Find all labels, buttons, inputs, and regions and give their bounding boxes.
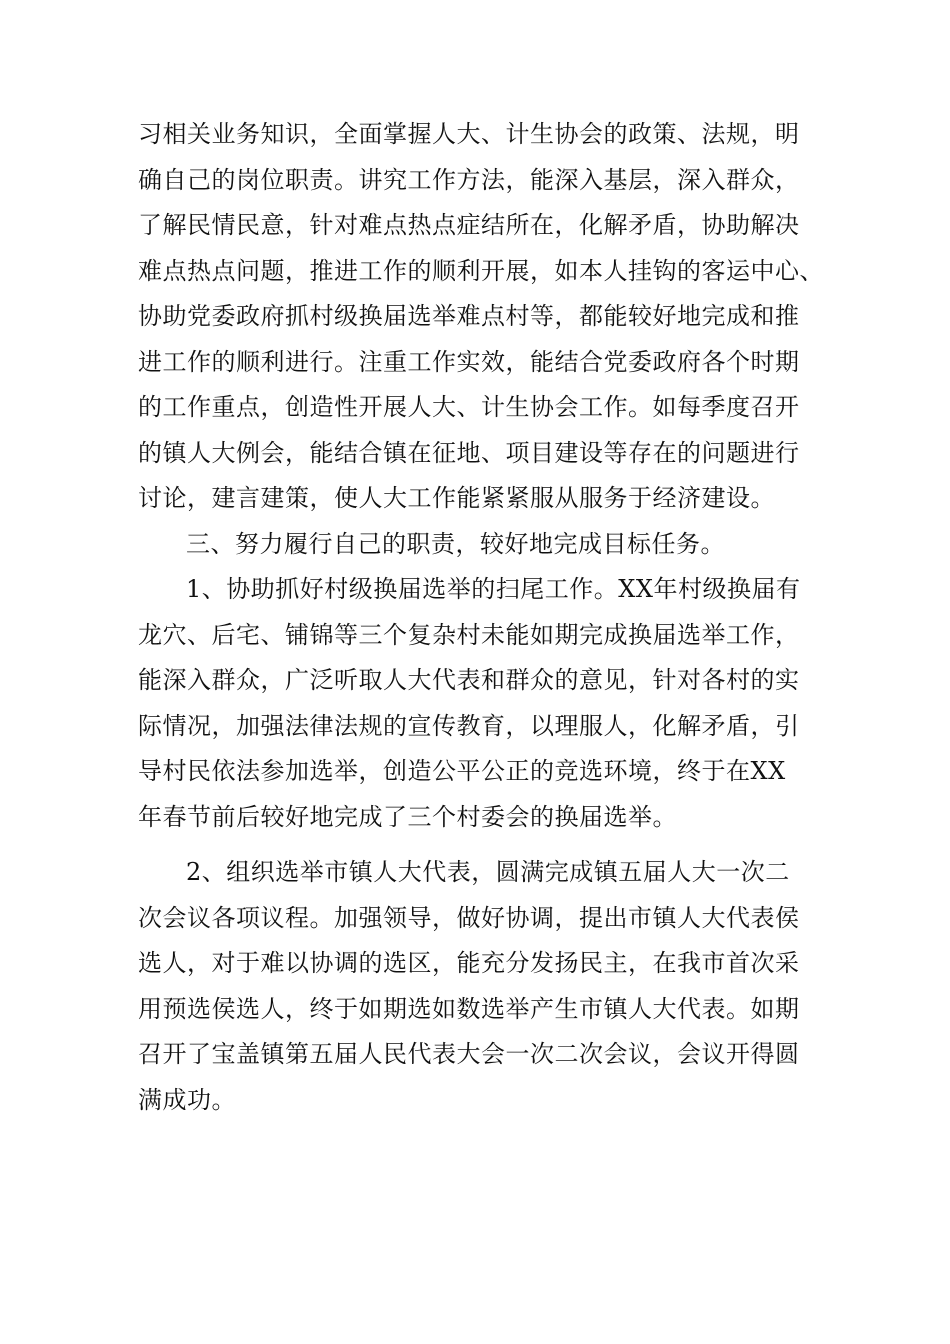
text-line: 的镇人大例会，能结合镇在征地、项目建设等存在的问题进行 [138,438,800,467]
paragraph-spacer [138,840,838,850]
text-line: 能深入群众，广泛听取人大代表和群众的意见，针对各村的实 [138,666,800,694]
text-line: 讨论，建言建策，使人大工作能紧紧服从服务于经济建设。 [138,484,775,512]
text-line: 难点热点问题，推进工作的顺利开展，如本人挂钩的客运中心、 [138,256,824,285]
text-line: 满成功。 [138,1085,236,1114]
text-line: 用预选侯选人，终于如期选如数选举产生市镇人大代表。如期 [138,994,800,1023]
section-heading: 三、努力履行自己的职责，较好地完成目标任务。 [186,529,725,558]
text-line: 召开了宝盖镇第五届人民代表大会一次二次会议，会议开得圆 [138,1040,800,1068]
text-line: 际情况，加强法律法规的宣传教育，以理服人，化解矛盾，引 [138,711,800,740]
document-body [138,112,838,1123]
text-line: 导村民依法参加选举，创造公平公正的竞选环境，终于在XX [138,757,786,785]
text-line: 进工作的顺利进行。注重工作实效，能结合党委政府各个时期 [138,347,800,376]
text-line: 了解民情民意，针对难点热点症结所在，化解矛盾，协助解决 [138,211,800,239]
text-line: 龙穴、后宅、铺锦等三个复杂村未能如期完成换届选举工作， [138,620,800,649]
text-line: 协助党委政府抓村级换届选举难点村等，都能较好地完成和推 [138,302,800,330]
text-line: 的工作重点，创造性开展人大、计生协会工作。如每季度召开 [138,393,800,421]
paragraph-first-line: 1、协助抓好村级换届选举的扫尾工作。XX年村级换届有 [186,575,801,603]
text-line: 次会议各项议程。加强领导，做好协调，提出市镇人大代表侯 [138,903,800,932]
paragraph-first-line: 2、组织选举市镇人大代表，圆满完成镇五届人大一次二 [186,858,790,886]
text-line: 确自己的岗位职责。讲究工作方法，能深入基层，深入群众， [138,165,800,194]
text-line: 习相关业务知识，全面掌握人大、计生协会的政策、法规，明 [138,120,800,148]
text-line: 选人，对于难以协调的选区，能充分发扬民主，在我市首次采 [138,949,800,977]
text-line: 年春节前后较好地完成了三个村委会的换届选举。 [138,802,677,831]
